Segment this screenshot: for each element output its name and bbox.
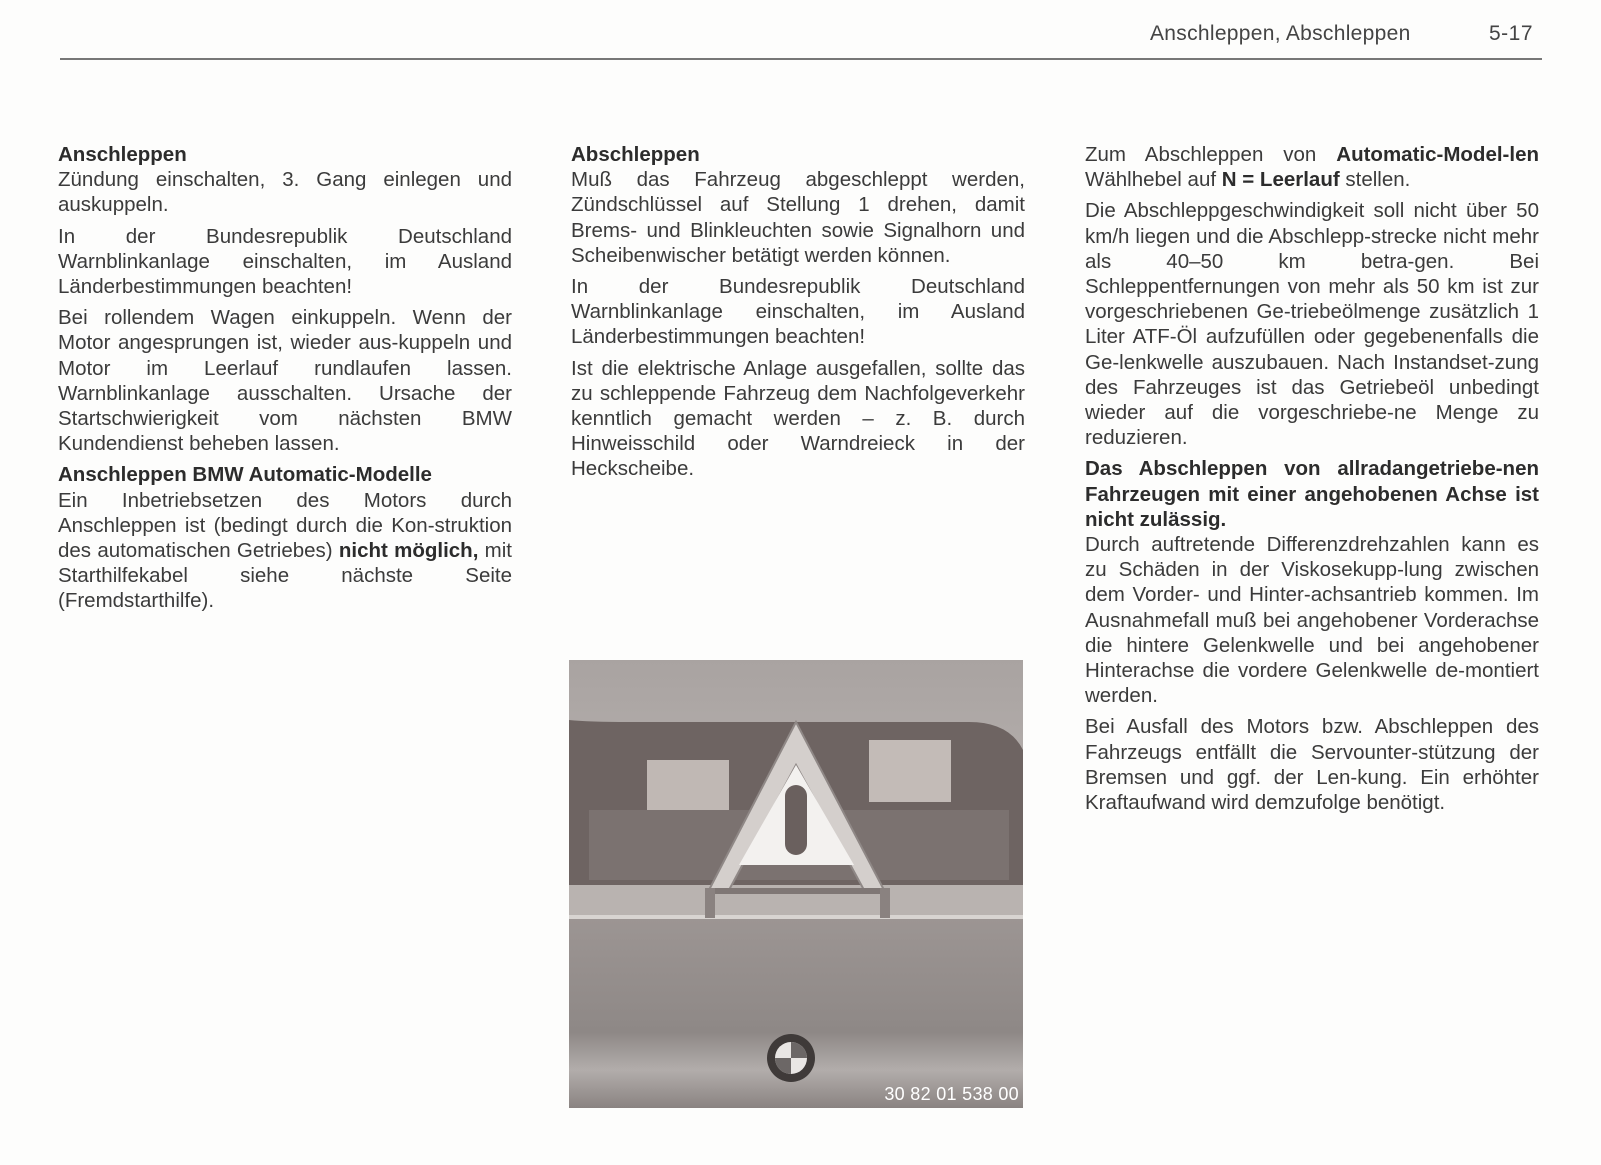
paragraph [58,488,512,614]
text-run: stellen. [1339,168,1411,192]
warning-triangle-photo [569,660,1023,1108]
header-divider [60,58,1542,60]
paragraph: Bei Ausfall des Motors bzw. Abschleppen des Fahrzeugs entfällt die Servounter-stützung der Bremsen und ggf. der Len-kung. Ein erhöhter Kraftaufwand wird demzufolge benötigt. [1085,715,1539,815]
section-heading-abschleppen: Abschleppen [571,143,700,166]
paragraph: Durch auftretende Differenzdrehzahlen kann es zu Schäden in der Viskosekupp-lung zwischen dem Vorder- und Hinter-achsantrieb kommen. Im Ausnahmefall muß bei angehobener Vorderachse die hintere Gelenkwelle und bei angehobener Hinterachse die vordere Gelenkwelle de-montiert werden. [1085,533,1539,708]
emphasis-text: N = Leerlauf [1221,168,1340,192]
paragraph: In der Bundesrepublik Deutschland Warnblinkanlage einschalten, im Ausland Länderbestimmungen beachten! [571,275,1025,349]
text-run: Zum Abschleppen von [1085,143,1337,166]
photo-reference-number: 30 82 01 538 00 [884,1084,1019,1104]
paragraph [1085,142,1539,192]
column-middle [571,142,1025,488]
paragraph: In der Bundesrepublik Deutschland Warnblinkanlage einschalten, im Ausland Länderbestimmungen beachten! [58,224,512,299]
text-run: mit Starthilfekabel siehe nächste Seite (Fremdstarthilfe). [58,539,512,613]
column-right [1085,142,1539,821]
paragraph: Bei rollendem Wagen einkuppeln. Wenn der Motor angesprungen ist, wieder aus-kuppeln und Motor im Leerlauf rundlaufen lassen. Warnblinkanlage ausschalten. Ursache der Startschwierigkeit vom nächsten BMW Kundendienst beheben lassen. [58,306,512,456]
emphasis-text: nicht möglich, [338,539,479,563]
warning-statement: Das Abschleppen von allradangetriebe-nen Fahrzeugen mit einer angehobenen Achse ist nicht zulässig. [1085,457,1539,531]
section-heading-anschleppen: Anschleppen [58,143,187,166]
paragraph: Muß das Fahrzeug abgeschleppt werden, Zündschlüssel auf Stellung 1 drehen, damit Brems- und Blinkleuchten sowie Signalhorn und Scheibenwischer betätigt werden können. [571,168,1025,267]
text-run: Wählhebel auf [1085,168,1222,192]
text-run: Ein Inbetriebsetzen des Motors durch Anschleppen ist (bedingt durch die Kon-struktion des automatischen Getriebes) [58,488,512,563]
warning-triangle-icon [569,660,1023,1108]
paragraph: Zündung einschalten, 3. Gang einlegen und auskuppeln. [58,168,512,217]
running-header-title: Anschleppen, Abschleppen [1150,22,1411,45]
paragraph: Die Abschleppgeschwindigkeit soll nicht über 50 km/h liegen und die Abschlepp-strecke nicht mehr als 40–50 km betra-gen. Bei Schleppentfernungen von mehr als 50 km ist zur vorgeschriebenen Ge-triebeölmenge zusätzlich 1 Liter ATF-Öl aufzufüllen oder gegebenenfalls die Ge-lenkwelle auszubauen. Nach Instandset-zung des Fahrzeuges ist das Getriebeöl unbedingt wieder auf die vorgeschriebe-ne Menge zu reduzieren. [1085,199,1539,450]
page-number: 5-17 [1489,22,1534,45]
section-heading-automatic: Anschleppen BMW Automatic-Modelle [58,463,432,487]
column-left [58,142,512,620]
emphasis-text: Automatic-Model-len [1336,143,1539,166]
paragraph: Ist die elektrische Anlage ausgefallen, sollte das zu schleppende Fahrzeug dem Nachfolgeverkehr kenntlich gemacht werden – z. B. durch Hinweisschild oder Warndreieck in der Heckscheibe. [571,356,1025,481]
